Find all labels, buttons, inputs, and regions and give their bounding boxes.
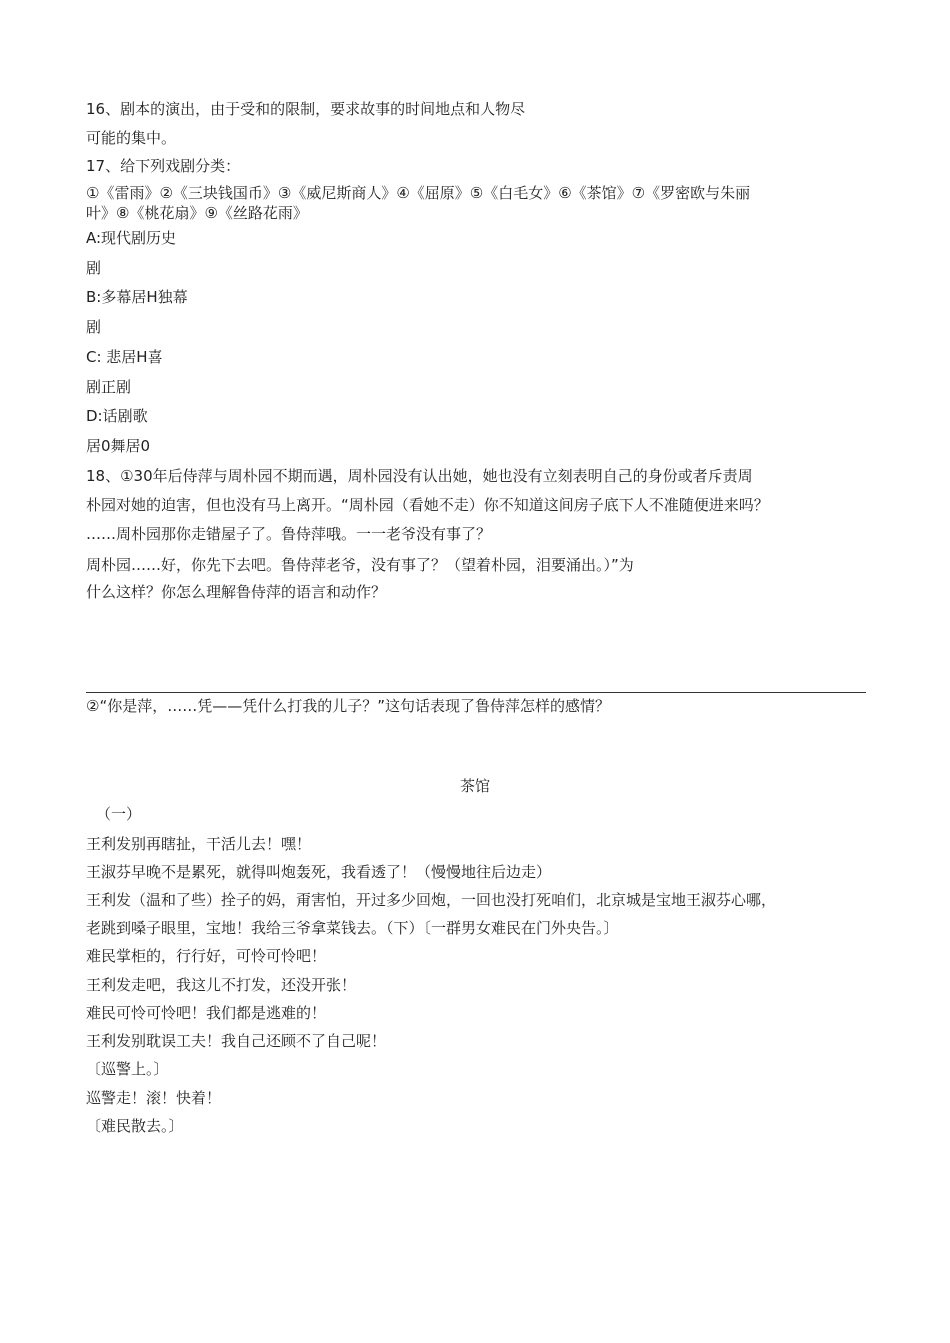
passage-section-label: （一） <box>96 805 142 823</box>
q17-option-b-line-1: B:多幕居H独幕 <box>86 288 188 306</box>
passage-line: 王利发别耽误工夫！我自己还顾不了自己呢！ <box>86 1032 387 1050</box>
q17-option-c-line-1: C: 悲居H喜 <box>86 348 163 366</box>
q17-option-b-line-2: 剧 <box>86 318 102 336</box>
q17-option-a-line-2: 剧 <box>86 259 102 277</box>
passage-line: 王淑芬早晚不是累死，就得叫炮轰死，我看透了！（慢慢地往后边走） <box>86 863 552 881</box>
passage-line: 〔难民散去。〕 <box>86 1117 184 1135</box>
passage-line: 王利发走吧，我这儿不打发，还没开张！ <box>86 976 357 994</box>
q17-option-a-line-1: A:现代剧历史 <box>86 229 177 247</box>
q17-list-line-2: 叶》⑧《桃花扇》⑨《丝路花雨》 <box>86 204 308 222</box>
q18-sub-question-2: ②“你是萍，……凭——凭什么打我的儿子？”这句话表现了鲁侍萍怎样的感情？ <box>86 697 610 715</box>
q17-title: 17、给下列戏剧分类： <box>86 157 241 175</box>
q17-option-c-line-2: 剧正剧 <box>86 378 132 396</box>
q18-paragraph-line-4: 周朴园……好，你先下去吧。鲁侍萍老爷，没有事了？（望着朴园，泪要涌出。）”为 <box>86 556 634 574</box>
passage-line: 巡警走！滚！快着！ <box>86 1089 222 1107</box>
passage-line: 难民掌柜的，行行好，可怜可怜吧！ <box>86 947 327 965</box>
q16-line-2: 可能的集中。 <box>86 129 177 147</box>
passage-title: 茶馆 <box>459 777 490 795</box>
q17-list-line-1: ①《雷雨》②《三块钱国币》③《威尼斯商人》④《屈原》⑤《白毛女》⑥《茶馆》⑦《罗密欧与朱丽 <box>86 184 751 202</box>
passage-line: 老跳到嗓子眼里，宝地！我给三爷拿菜钱去。（下）〔一群男女难民在门外央告。〕 <box>86 919 619 937</box>
q18-paragraph-line-2: 朴园对她的迫害，但也没有马上离开。“周朴园（看她不走）你不知道这间房子底下人不准随便进来吗？ <box>86 496 769 514</box>
passage-line: 难民可怜可怜吧！我们都是逃难的！ <box>86 1004 327 1022</box>
passage-line: 〔巡警上。〕 <box>86 1060 169 1078</box>
q18-paragraph-line-3: ……周朴园那你走错屋子了。鲁侍萍哦。一一老爷没有事了？ <box>86 525 492 543</box>
q16-line-1: 16、剧本的演出，由于受和的限制，要求故事的时间地点和人物尽 <box>86 100 526 118</box>
q18-paragraph-line-1: 18、①30年后侍萍与周朴园不期而遇，周朴园没有认出她，她也没有立刻表明自己的身份或者斥责周 <box>86 467 753 485</box>
answer-line-divider <box>86 692 866 693</box>
q17-option-d-line-1: D:话剧歌 <box>86 407 148 425</box>
q18-paragraph-line-5: 什么这样？你怎么理解鲁侍萍的语言和动作？ <box>86 583 387 601</box>
passage-line: 王利发（温和了些）拴子的妈，甭害怕，开过多少回炮，一回也没打死咱们，北京城是宝地王淑芬心哪， <box>86 891 777 909</box>
passage-line: 王利发别再瞎扯，干活儿去！嘿！ <box>86 835 312 853</box>
q17-option-d-line-2: 居0舞居0 <box>86 437 151 455</box>
